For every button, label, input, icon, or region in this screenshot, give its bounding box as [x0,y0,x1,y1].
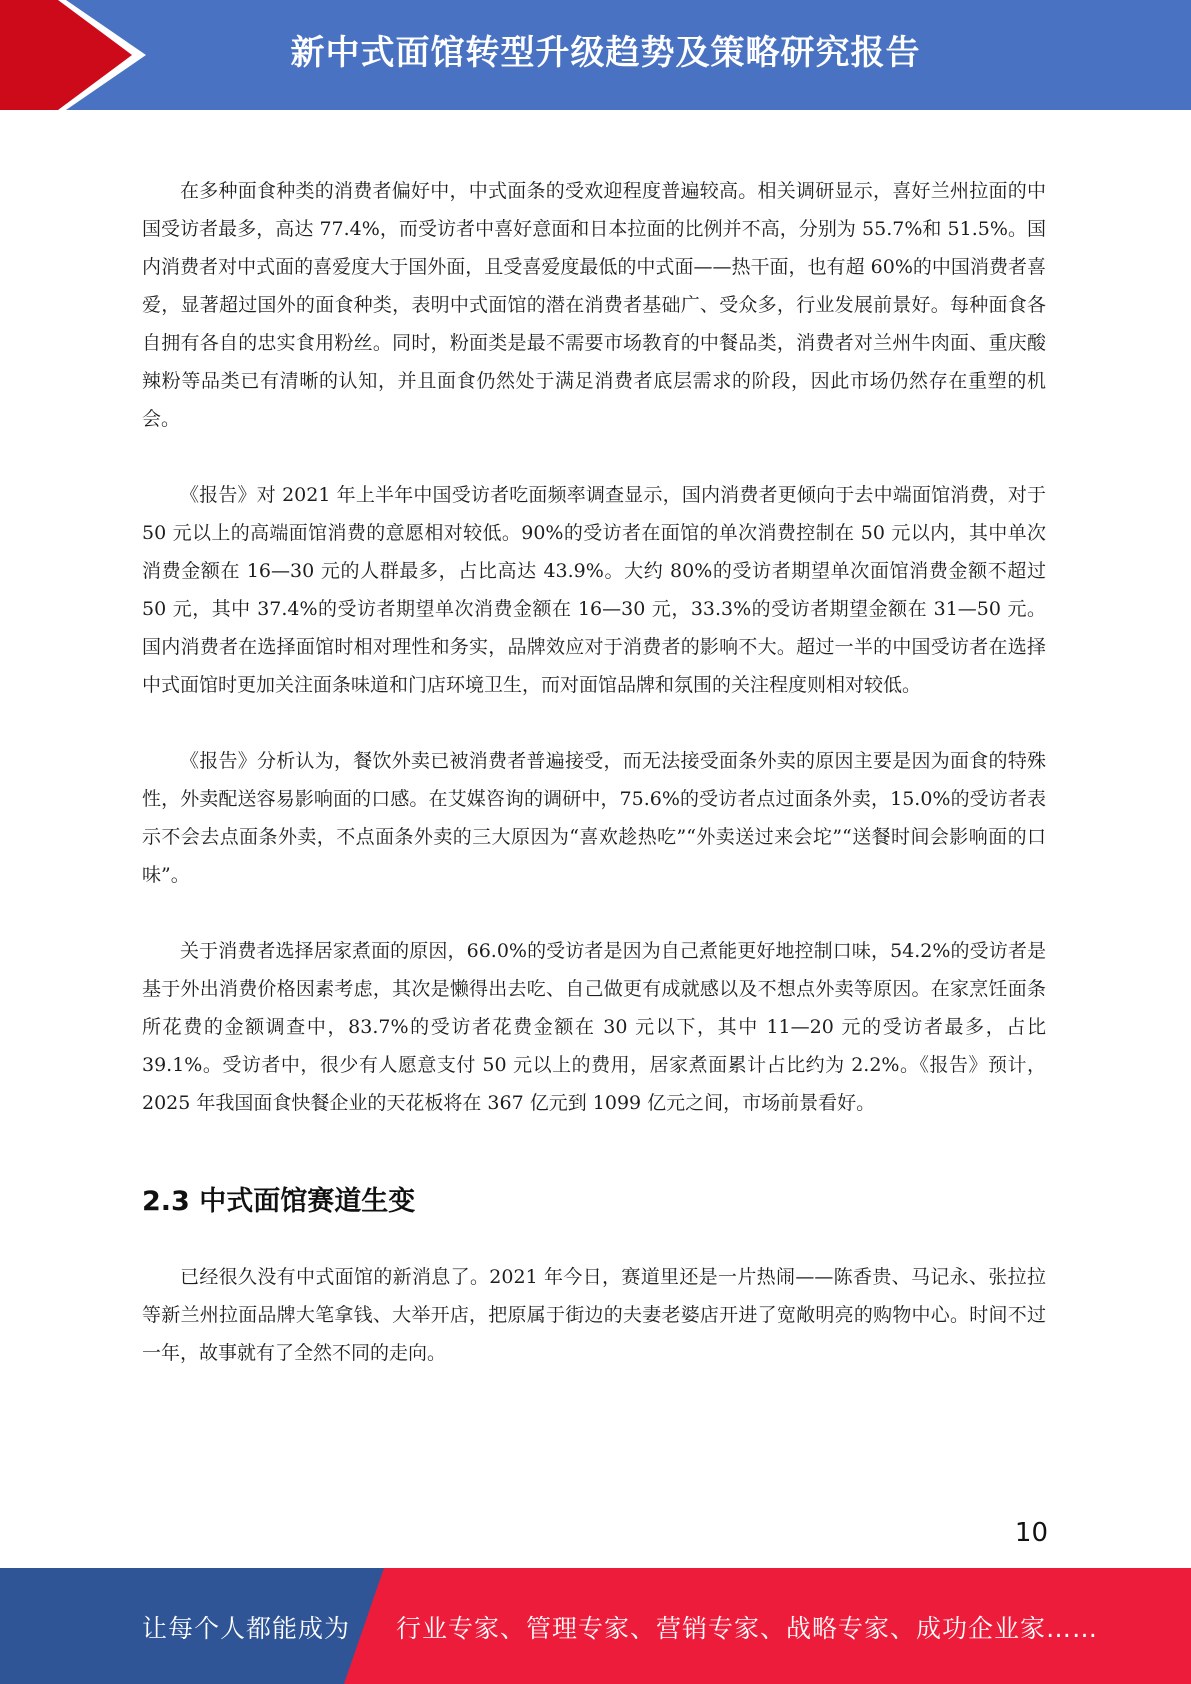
header-banner [0,0,1191,110]
page-number: 10 [1014,1518,1048,1548]
body-paragraph: 《报告》分析认为，餐饮外卖已被消费者普遍接受，而无法接受面条外卖的原因主要是因为面食的特殊性，外卖配送容易影响面的口感。在艾媒咨询的调研中，75.6%的受访者点过面条外卖，15.0%的受访者表示不会去点面条外卖，不点面条外卖的三大原因为“喜欢趁热吃”“外卖送过来会坨”“送餐时间会影响面的口味”。 [142,750,1046,886]
section-heading: 2.3 中式面馆赛道生变 [142,1186,416,1217]
report-title: 新中式面馆转型升级趋势及策略研究报告 [290,33,921,73]
footer-slogan-left: 让每个人都能成为 [142,1614,351,1643]
footer-banner [0,1568,1191,1684]
body-paragraph: 在多种面食种类的消费者偏好中，中式面条的受欢迎程度普遍较高。相关调研显示，喜好兰州拉面的中国受访者最多，高达 77.4%，而受访者中喜好意面和日本拉面的比例并不高，分别为 55.7%和 51.5%。国内消费者对中式面的喜爱度大于国外面，且受喜爱度最低的中式面——热干面，也有超 60%的中国消费者喜爱，显著超过国外的面食种类，表明中式面馆的潜在消费者基础广、受众多，行业发展前景好。每种面食各自拥有各自的忠实食用粉丝。同时，粉面类是最不需要市场教育的中餐品类，消费者对兰州牛肉面、重庆酸辣粉等品类已有清晰的认知，并且面食仍然处于满足消费者底层需求的阶段，因此市场仍然存在重塑的机会。 [142,180,1046,430]
body-paragraph: 已经很久没有中式面馆的新消息了。2021 年今日，赛道里还是一片热闹——陈香贵、马记永、张拉拉等新兰州拉面品牌大笔拿钱、大举开店，把原属于街边的夫妻老婆店开进了宽敞明亮的购物中心。时间不过一年，故事就有了全然不同的走向。 [142,1266,1046,1364]
footer-slogan-right: 行业专家、管理专家、营销专家、战略专家、成功企业家…… [396,1614,1099,1643]
body-paragraph: 《报告》对 2021 年上半年中国受访者吃面频率调查显示，国内消费者更倾向于去中端面馆消费，对于 50 元以上的高端面馆消费的意愿相对较低。90%的受访者在面馆的单次消费控制在 50 元以内，其中单次消费金额在 16—30 元的人群最多，占比高达 43.9%。大约 80%的受访者期望单次面馆消费金额不超过 50 元，其中 37.4%的受访者期望单次消费金额在 16—30 元，33.3%的受访者期望金额在 31—50 元。国内消费者在选择面馆时相对理性和务实，品牌效应对于消费者的影响不大。超过一半的中国受访者在选择中式面馆时更加关注面条味道和门店环境卫生，而对面馆品牌和氛围的关注程度则相对较低。 [142,484,1046,696]
main-content [142,172,1046,1410]
body-paragraph: 关于消费者选择居家煮面的原因，66.0%的受访者是因为自己煮能更好地控制口味，54.2%的受访者是基于外出消费价格因素考虑，其次是懒得出去吃、自己做更有成就感以及不想点外卖等原因。在家烹饪面条所花费的金额调查中，83.7%的受访者花费金额在 30 元以下，其中 11—20 元的受访者最多，占比 39.1%。受访者中，很少有人愿意支付 50 元以上的费用，居家煮面累计占比约为 2.2%。《报告》预计，2025 年我国面食快餐企业的天花板将在 367 亿元到 1099 亿元之间，市场前景看好。 [142,940,1046,1114]
